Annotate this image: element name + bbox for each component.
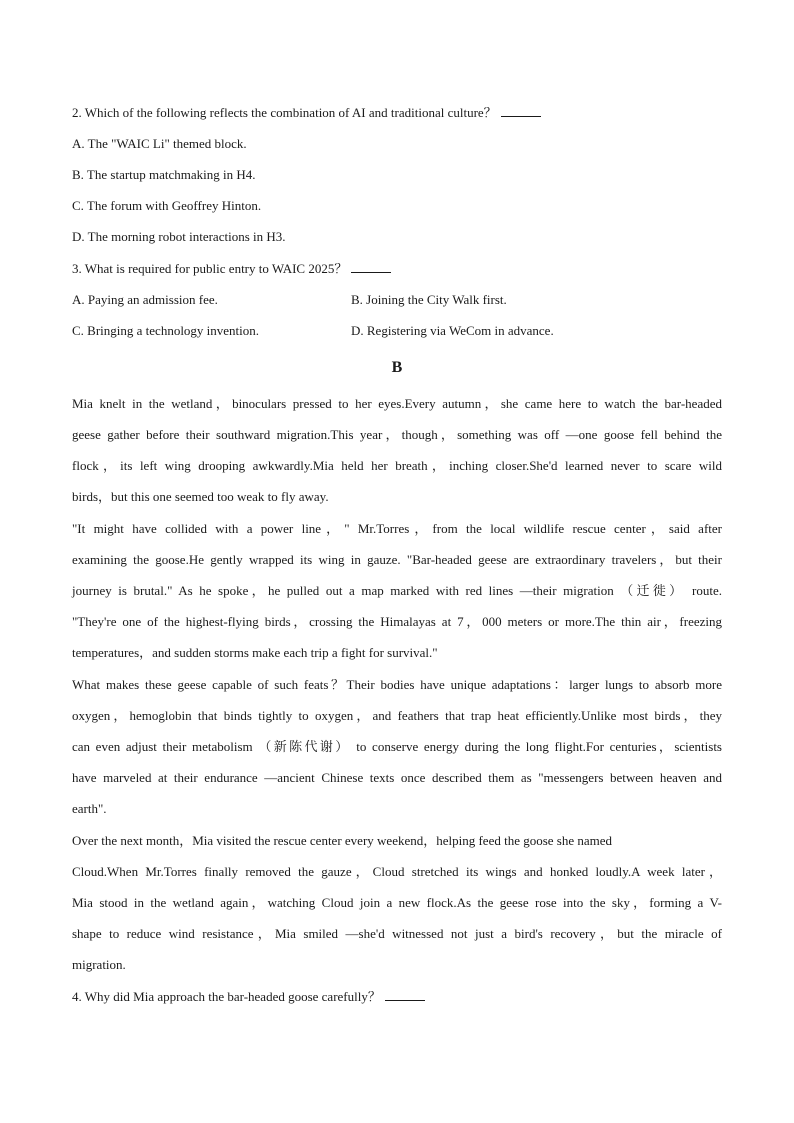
passage-line: Cloud.When Mr.Torres finally removed the gauze，Cloud stretched its wings and honked loudly.A week later，: [72, 864, 722, 879]
question-3-stem: 3. What is required for public entry to WAIC 2025？: [72, 261, 348, 276]
q2-option-c: C. The forum with Geoffrey Hinton.: [72, 198, 262, 213]
question-4: [72, 989, 722, 1005]
passage-line: oxygen，hemoglobin that binds tightly to oxygen，and feathers that trap heat efficiently.Unlike most birds，they: [72, 708, 722, 723]
passage-line: What makes these geese capable of such feats？Their bodies have unique adaptations：larger lungs to absorb more: [72, 677, 722, 692]
passage-line: "They're one of the highest-flying birds，crossing the Himalayas at 7，000 meters or more.The thin air，freezing: [72, 614, 722, 629]
passage-line: flock，its left wing drooping awkwardly.Mia held her breath，inching closer.She'd learned never to scare wild: [72, 458, 722, 473]
passage-line: can even adjust their metabolism （新陈代谢） to conserve energy during the long flight.For centuries，scientists: [72, 739, 722, 754]
q2-option-a: A. The "WAIC Li" themed block.: [72, 136, 247, 151]
passage-line: migration.: [72, 957, 126, 972]
passage-line: earth".: [72, 801, 107, 816]
passage-line: examining the goose.He gently wrapped its wing in gauze. "Bar-headed geese are extraordinary travelers，but their: [72, 552, 722, 567]
passage-line: Mia knelt in the wetland，binoculars pressed to her eyes.Every autumn，she came here to watch the bar-headed: [72, 396, 722, 411]
answer-blank[interactable]: [351, 261, 391, 273]
q2-option-d: D. The morning robot interactions in H3.: [72, 229, 286, 244]
passage-line: Over the next month，Mia visited the rescue center every weekend，helping feed the goose she named: [72, 833, 613, 848]
passage-line: birds，but this one seemed too weak to fly away.: [72, 489, 329, 504]
passage-line: "It might have collided with a power line，" Mr.Torres，from the local wildlife rescue center，said after: [72, 521, 722, 536]
q2-option-b: B. The startup matchmaking in H4.: [72, 167, 256, 182]
question-3: [72, 261, 722, 277]
question-2-stem: 2. Which of the following reflects the combination of AI and traditional culture？: [72, 105, 497, 120]
passage-line: geese gather before their southward migration.This year，though，something was off —one goose fell behind the: [72, 427, 722, 442]
q3-options-row-1: [72, 292, 722, 308]
passage-line: Mia stood in the wetland again，watching Cloud join a new flock.As the geese rose into the sky，forming a V-: [72, 895, 722, 910]
q3-option-c: C. Bringing a technology invention.: [72, 323, 260, 338]
q3-options-row-2: [72, 323, 722, 339]
q3-option-b: B. Joining the City Walk first.: [351, 292, 507, 307]
q3-option-a: A. Paying an admission fee.: [72, 292, 218, 307]
q3-option-d: D. Registering via WeCom in advance.: [351, 323, 554, 338]
passage-line: journey is brutal." As he spoke，he pulled out a map marked with red lines —their migration （迁徙） route.: [72, 583, 722, 598]
passage-line: have marveled at their endurance —ancient Chinese texts once described them as "messengers between heaven and: [72, 770, 722, 785]
passage-line: temperatures，and sudden storms make each trip a fight for survival.": [72, 645, 438, 660]
answer-blank[interactable]: [385, 989, 425, 1001]
question-4-stem: 4. Why did Mia approach the bar-headed goose carefully？: [72, 989, 381, 1004]
section-b-title: B: [391, 359, 403, 376]
answer-blank[interactable]: [501, 105, 541, 117]
question-2: [72, 105, 722, 121]
passage-line: shape to reduce wind resistance，Mia smiled —she'd witnessed not just a bird's recovery，but the miracle of: [72, 926, 722, 941]
